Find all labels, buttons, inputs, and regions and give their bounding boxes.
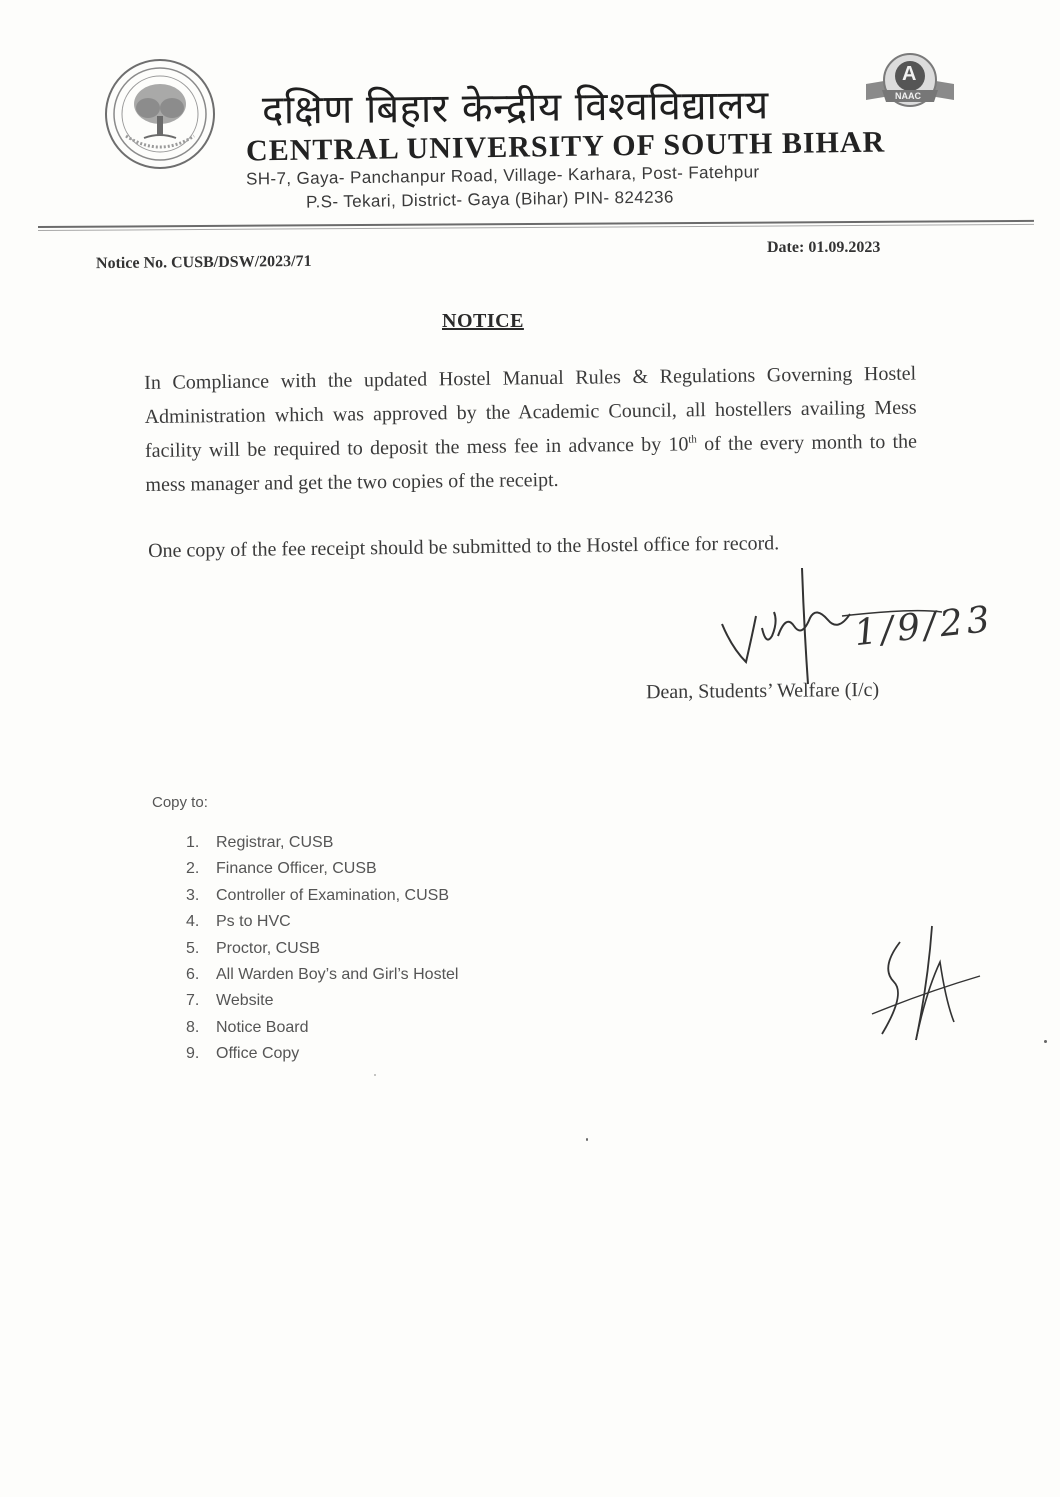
university-name-hindi: दक्षिण बिहार केन्द्रीय विश्वविद्यालय xyxy=(261,82,769,134)
scan-speck xyxy=(586,1138,588,1141)
university-name-english: CENTRAL UNIVERSITY OF SOUTH BIHAR xyxy=(245,125,886,168)
notice-paragraph-2: One copy of the fee receipt should be submitted to the Hostel office for record. xyxy=(148,532,780,562)
copy-to-label: Copy to: xyxy=(152,794,208,811)
signature-handwritten-date: 1/9/23 xyxy=(852,598,996,655)
list-item: 9. Office Copy xyxy=(186,1045,300,1063)
list-item: 7. Website xyxy=(186,992,274,1010)
list-item: 6. All Warden Boy’s and Girl’s Hostel xyxy=(186,965,459,983)
university-logo xyxy=(104,58,216,170)
notice-number: Notice No. CUSB/DSW/2023/71 xyxy=(95,252,312,273)
copy-to-list xyxy=(186,830,458,1068)
naac-badge-text: NAAC xyxy=(895,91,921,101)
notice-paragraph-1 xyxy=(144,357,918,502)
naac-badge-letter: A xyxy=(902,63,917,85)
list-item: 8. Notice Board xyxy=(186,1018,309,1036)
naac-badge xyxy=(862,50,958,112)
list-item: 4. Ps to HVC xyxy=(186,913,291,931)
signatory-title: Dean, Students’ Welfare (I/c) xyxy=(645,678,880,704)
list-item: 3. Controller of Examination, CUSB xyxy=(186,886,449,904)
scan-speck xyxy=(1044,1040,1047,1043)
paragraph-1-text-b: of the every month to the mess manager and get the two copies of the receipt. xyxy=(145,430,918,496)
address-line-2: P.S- Tekari, District- Gaya (Bihar) PIN- 824236 xyxy=(305,187,674,212)
handwritten-initials xyxy=(866,922,982,1052)
notice-heading: NOTICE xyxy=(442,310,524,332)
paragraph-1-superscript: th xyxy=(688,433,697,446)
address-line-1: SH-7, Gaya- Panchanpur Road, Village- Karhara, Post- Fatehpur xyxy=(245,162,760,189)
notice-date: Date: 01.09.2023 xyxy=(767,239,881,256)
list-item: 1. Registrar, CUSB xyxy=(186,834,334,851)
scan-speck xyxy=(374,1074,376,1076)
list-item: 2. Finance Officer, CUSB xyxy=(186,860,377,878)
paragraph-1-text-a: In Compliance with the updated Hostel Manual Rules & Regulations Governing Hostel Administration which was approved by the Academic Council, all hostellers availing Mess facility will be required to deposit the mess fee in advance by 10 xyxy=(144,362,917,462)
list-item: 5. Proctor, CUSB xyxy=(186,939,321,957)
dean-signature xyxy=(712,566,1022,686)
